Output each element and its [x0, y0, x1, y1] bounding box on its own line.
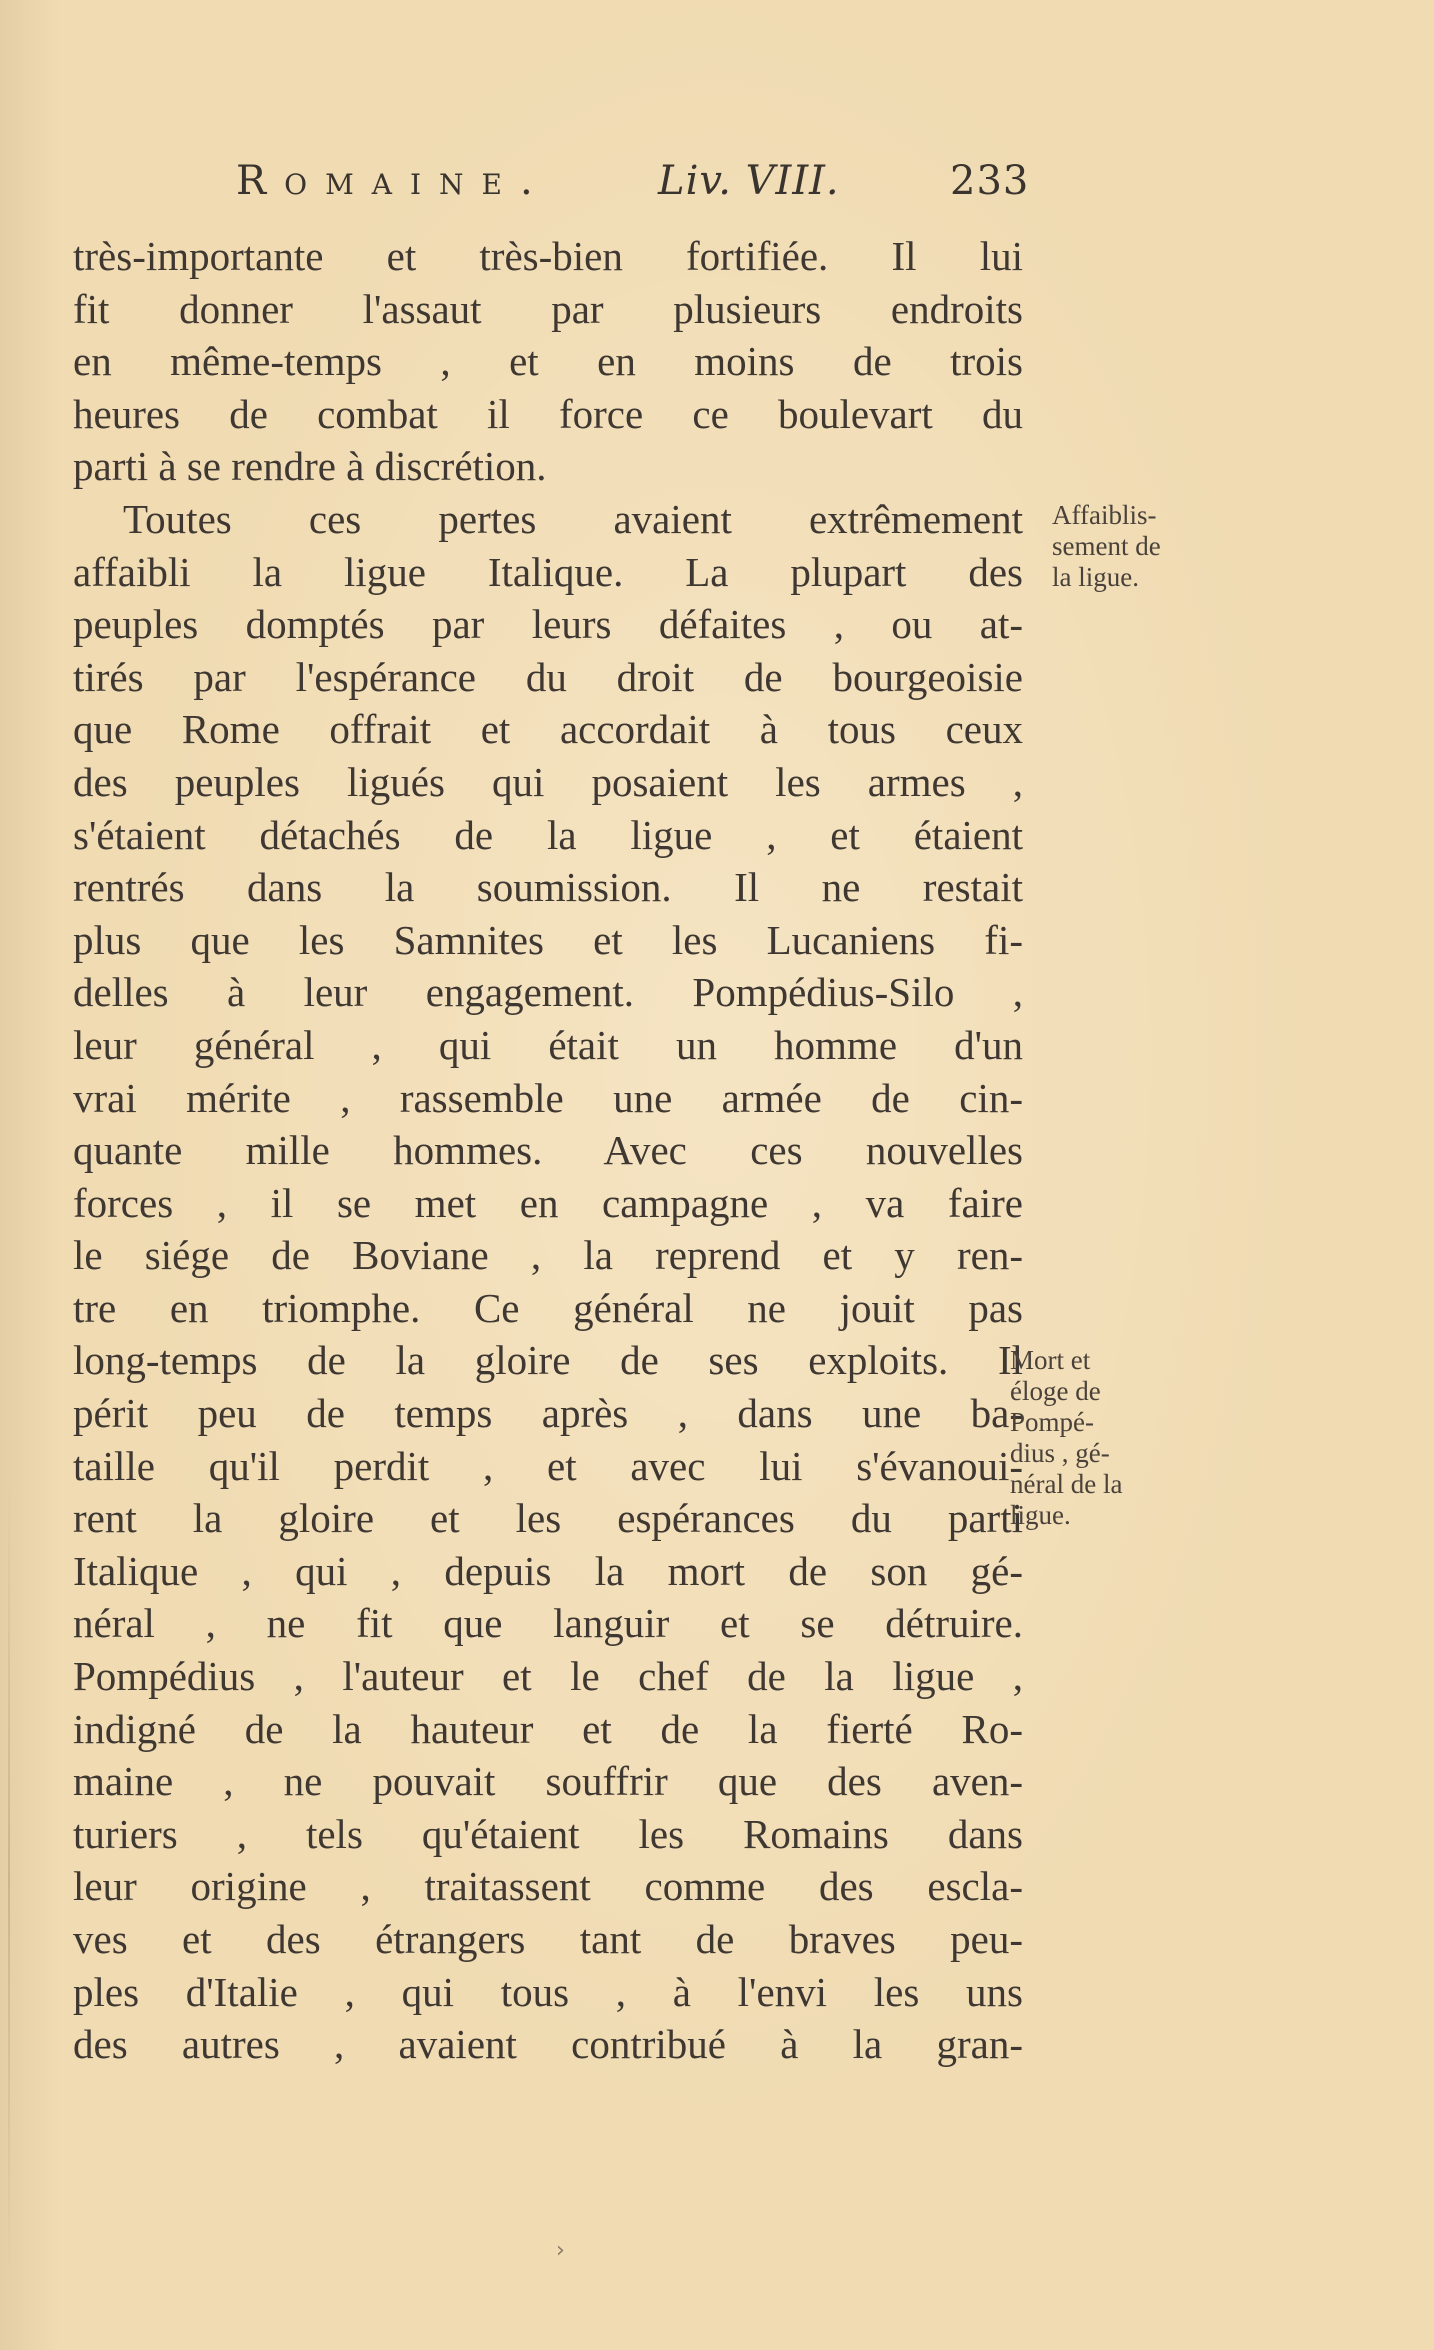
page-number: 233	[950, 158, 1030, 204]
text-line: s'étaient détachés de la ligue , et étaient	[73, 811, 1023, 858]
margin-note-line: dius , gé-	[1010, 1438, 1110, 1468]
text-line: que Rome offrait et accordait à tous ceux	[73, 706, 1023, 753]
text-line: heures de combat il force ce boulevart du	[73, 390, 1023, 437]
text-line: Toutes ces pertes avaient extrêmement	[123, 495, 1023, 542]
margin-note-line: Affaiblis-	[1052, 500, 1157, 530]
margin-note-line: sement de	[1052, 531, 1161, 561]
text-line: en même-temps , et en moins de trois	[73, 338, 1023, 385]
text-line: taille qu'il perdit , et avec lui s'évanoui-	[73, 1442, 1023, 1489]
text-line: rentrés dans la soumission. Il ne restait	[73, 864, 1023, 911]
text-line: turiers , tels qu'étaient les Romains dans	[73, 1810, 1023, 1857]
text-line: des autres , avaient contribué à la gran-	[73, 2021, 1023, 2068]
text-line: Pompédius , l'auteur et le chef de la ligue ,	[73, 1653, 1023, 1700]
text-line: parti à se rendre à discrétion.	[73, 443, 547, 490]
text-line: forces , il se met en campagne , va faire	[73, 1179, 1023, 1226]
text-line: ves et des étrangers tant de braves peu-	[73, 1916, 1023, 1962]
text-line: long-temps de la gloire de ses exploits. Il	[73, 1337, 1023, 1384]
text-line: maine , ne pouvait souffrir que des aven-	[73, 1758, 1023, 1805]
stray-mark: ›	[556, 2238, 565, 2263]
text-line: tre en triomphe. Ce général ne jouit pas	[73, 1284, 1023, 1331]
text-line: affaibli la ligue Italique. La plupart des	[73, 548, 1023, 595]
text-line: des peuples ligués qui posaient les armes ,	[73, 758, 1023, 805]
text-line: périt peu de temps après , dans une ba-	[73, 1390, 1023, 1437]
margin-note-line: néral de la	[1010, 1469, 1123, 1499]
text-line: peuples domptés par leurs défaites , ou at-	[73, 601, 1023, 648]
running-head-title: Romaine.	[236, 158, 551, 204]
margin-note-weakening	[1052, 500, 1232, 593]
margin-note-death-pompedius	[1010, 1345, 1210, 1531]
text-line: fit donner l'assaut par plusieurs endroits	[73, 285, 1023, 332]
margin-note-line: éloge de	[1010, 1376, 1101, 1406]
margin-note-line: la ligue.	[1052, 562, 1139, 592]
text-line: leur général , qui était un homme d'un	[73, 1021, 1023, 1068]
running-head	[236, 158, 1036, 218]
text-line: Italique , qui , depuis la mort de son gé-	[73, 1547, 1023, 1594]
text-line: plus que les Samnites et les Lucaniens fi-	[73, 916, 1023, 963]
text-line: le siége de Boviane , la reprend et y ren-	[73, 1232, 1023, 1279]
text-line: néral , ne fit que languir et se détruire.	[73, 1600, 1023, 1647]
page-gutter-shadow	[8, 1480, 10, 2280]
text-line: très-importante et très-bien fortifiée. Il lui	[73, 233, 1023, 279]
text-line: tirés par l'espérance du droit de bourgeoisie	[73, 653, 1023, 700]
text-line: ples d'Italie , qui tous , à l'envi les uns	[73, 1968, 1023, 2015]
margin-note-line: ligue.	[1010, 1500, 1071, 1530]
text-line: rent la gloire et les espérances du parti	[73, 1495, 1023, 1542]
body-text	[73, 230, 1033, 2090]
text-line: indigné de la hauteur et de la fierté Ro-	[73, 1705, 1023, 1752]
text-line: leur origine , traitassent comme des escla-	[73, 1863, 1023, 1910]
text-line: delles à leur engagement. Pompédius-Silo ,	[73, 969, 1023, 1016]
text-line: vrai mérite , rassemble une armée de cin-	[73, 1074, 1023, 1121]
running-head-book: Liv. VIII.	[658, 158, 840, 204]
margin-note-line: Pompé-	[1010, 1407, 1094, 1437]
margin-note-line: Mort et	[1010, 1345, 1091, 1375]
text-line: quante mille hommes. Avec ces nouvelles	[73, 1127, 1023, 1174]
